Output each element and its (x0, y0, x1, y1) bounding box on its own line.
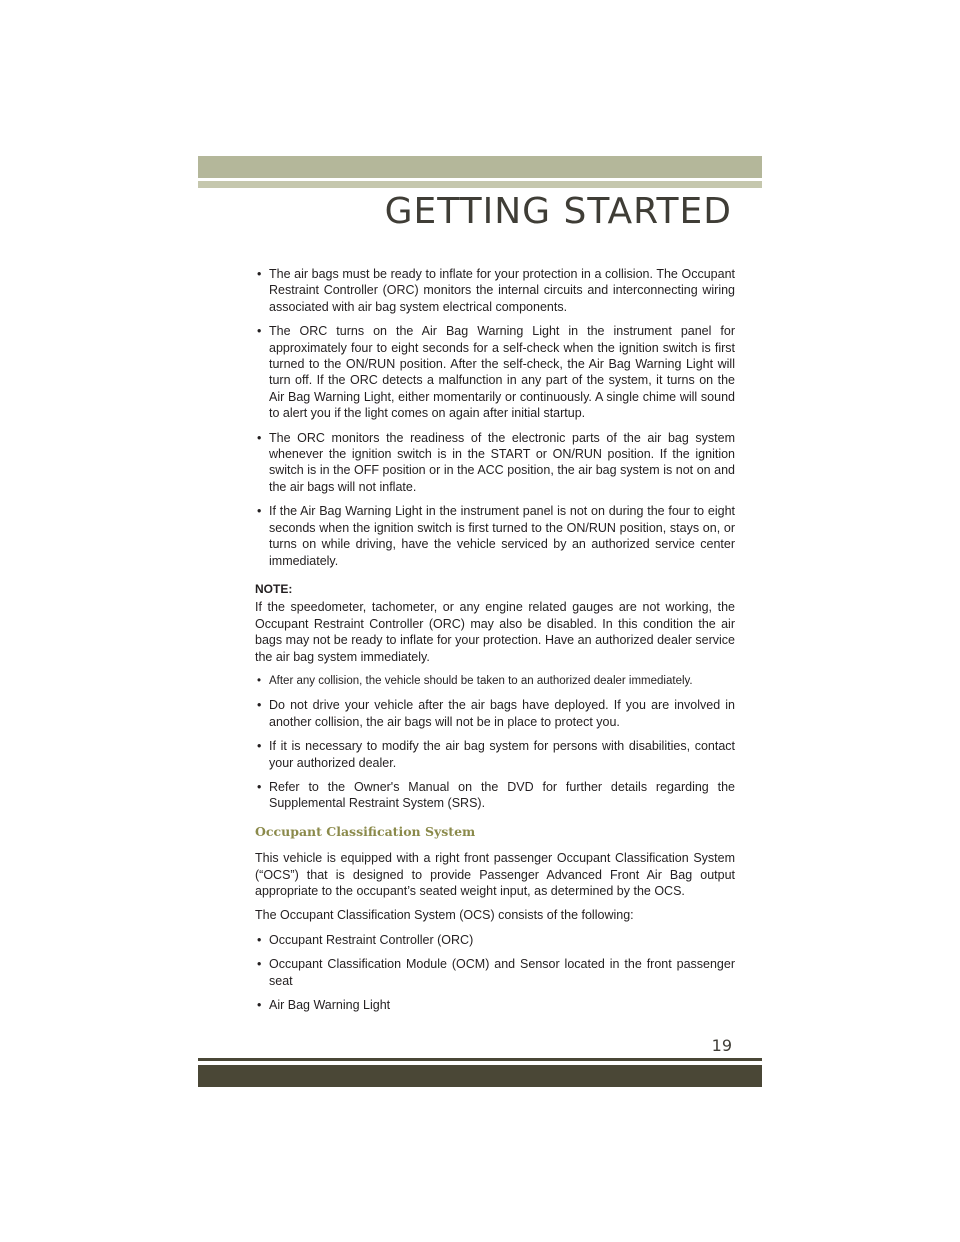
list-item: • The ORC turns on the Air Bag Warning Light in the instrument panel for approximately four to eight seconds for a self-check when the ignition switch is first turned to the ON/RUN position. After the self-check, the Air Bag Warning Light will turn off. If the ORC detects a malfunction in any part of the system, it turns on the Air Bag Warning Light, either momentarily or continuously. A single chime will sound to alert you if the light comes on again after initial startup. (255, 323, 735, 421)
list-item: • Refer to the Owner's Manual on the DVD for further details regarding the Supplemental Restraint System (SRS). (255, 779, 735, 812)
list-item: • The ORC monitors the readiness of the electronic parts of the air bag system whenever the ignition switch is in the START or ON/RUN position. If the ignition switch is in the OFF position or in the ACC position, the air bag system is not on and the air bags will not inflate. (255, 430, 735, 496)
list-item: • The air bags must be ready to inflate for your protection in a collision. The Occupant Restraint Controller (ORC) monitors the internal circuits and interconnecting wiring associated with air bag system electrical components. (255, 266, 735, 315)
list-item: • Occupant Classification Module (OCM) and Sensor located in the front passenger seat (255, 956, 735, 989)
list-item: • Occupant Restraint Controller (ORC) (255, 932, 735, 948)
list-item: • After any collision, the vehicle should be taken to an authorized dealer immediately. (255, 673, 735, 689)
list-item: • Air Bag Warning Light (255, 997, 735, 1013)
page-number: 19 (711, 1036, 732, 1055)
bullet-list-cautions (255, 673, 735, 812)
ocs-consists: The Occupant Classification System (OCS) consists of the following: (255, 908, 634, 923)
section-title: GETTING STARTED (384, 191, 732, 232)
ocs-heading: Occupant Classification System (255, 823, 476, 839)
list-item: • If the Air Bag Warning Light in the instrument panel is not on during the four to eight seconds when the ignition switch is first turned to the ON/RUN position, stays on, or turns on while driving, have the vehicle serviced by an authorized service center immediately. (255, 503, 735, 569)
bullet-list-ocs (255, 932, 735, 1014)
header-bar (198, 156, 762, 178)
footer-divider (198, 1058, 762, 1061)
header-divider (198, 181, 762, 188)
bullet-list-airbag (255, 266, 735, 569)
list-item: • Do not drive your vehicle after the air bags have deployed. If you are involved in another collision, the air bags will not be in place to protect you. (255, 697, 735, 730)
note-label: NOTE: (255, 581, 293, 596)
note-text: If the speedometer, tachometer, or any engine related gauges are not working, the Occupant Restraint Controller (ORC) may also be disabled. In this condition the air bags may not be ready to inflate for your protection. Have an authorized dealer service the air bag system immediately. (255, 600, 735, 664)
list-item: • If it is necessary to modify the air bag system for persons with disabilities, contact your authorized dealer. (255, 738, 735, 771)
footer-bar (198, 1065, 762, 1087)
page-content (255, 266, 735, 1021)
ocs-intro: This vehicle is equipped with a right front passenger Occupant Classification System (“OCS”) that is designed to provide Passenger Advanced Front Air Bag output appropriate to the occupant’s seated weight input, as determined by the OCS. (255, 851, 735, 898)
